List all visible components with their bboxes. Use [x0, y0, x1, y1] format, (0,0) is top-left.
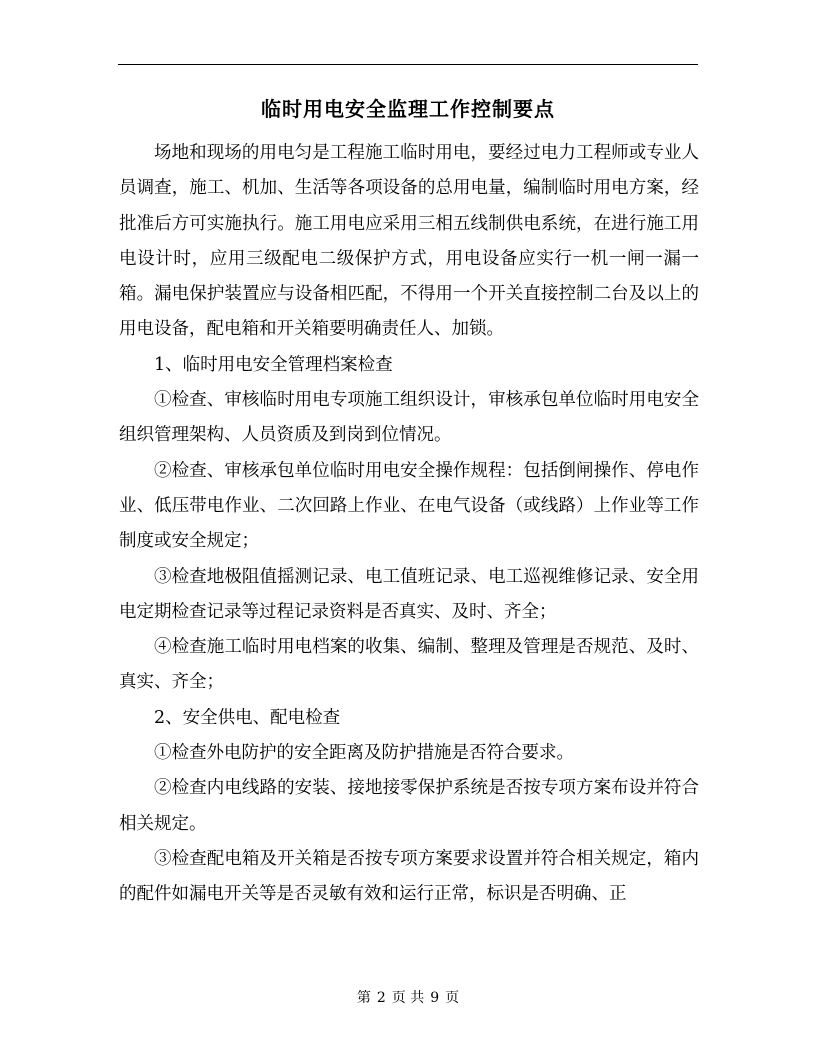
paragraph-item: ③检查地极阻值摇测记录、电工值班记录、电工巡视维修记录、安全用电定期检查记录等过程记录资料是否真实、及时、齐全；: [119, 566, 699, 622]
footer-middle: 页 共: [391, 990, 425, 1006]
paragraph-intro: 场地和现场的用电匀是工程施工临时用电，要经过电力工程师或专业人员调查，施工、机加、生活等各项设备的总用电量，编制临时用电方案，经批准后方可实施执行。施工用电应采用三相五线制供电系统，在进行施工用电设计时，应用三级配电二级保护方式，用电设备应实行一机一闸一漏一箱。漏电保护装置应与设备相匹配，不得用一个开关直接控制二台及以上的用电设备，配电箱和开关箱要明确责任人、加锁。: [119, 143, 699, 340]
footer-prefix: 第: [356, 990, 371, 1006]
paragraph-item: ①检查外电防护的安全距离及防护措施是否符合要求。: [154, 743, 574, 764]
section-heading-1: 1、临时用电安全管理档案检查: [154, 354, 393, 375]
paragraph-item: ③检查配电箱及开关箱是否按专项方案要求设置并符合相关规定，箱内的配件如漏电开关等是否灵敏有效和运行正常，标识是否明确、正: [119, 848, 699, 905]
paragraph-item: ②检查、审核承包单位临时用电安全操作规程：包括倒闸操作、停电作业、低压带电作业、二次回路上作业、在电气设备（或线路）上作业等工作制度或安全规定；: [119, 460, 699, 552]
footer-total-pages: 9: [430, 990, 440, 1006]
document-title: 临时用电安全监理工作控制要点: [261, 97, 555, 121]
header-rule: [118, 64, 698, 65]
paragraph-item: ④检查施工临时用电档案的收集、编制、整理及管理是否规范、及时、真实、齐全；: [119, 637, 699, 693]
footer-page-number: 2: [376, 990, 386, 1006]
footer-suffix: 页: [445, 990, 460, 1006]
page-footer: [0, 988, 816, 1008]
document-body: [119, 136, 699, 913]
paragraph-item: ②检查内电线路的安装、接地接零保护系统是否按专项方案布设并符合相关规定。: [119, 778, 699, 834]
paragraph-item: ①检查、审核临时用电专项施工组织设计，审核承包单位临时用电安全组织管理架构、人员资质及到岗到位情况。: [119, 390, 699, 446]
section-heading-2: 2、安全供电、配电检查: [154, 707, 341, 728]
